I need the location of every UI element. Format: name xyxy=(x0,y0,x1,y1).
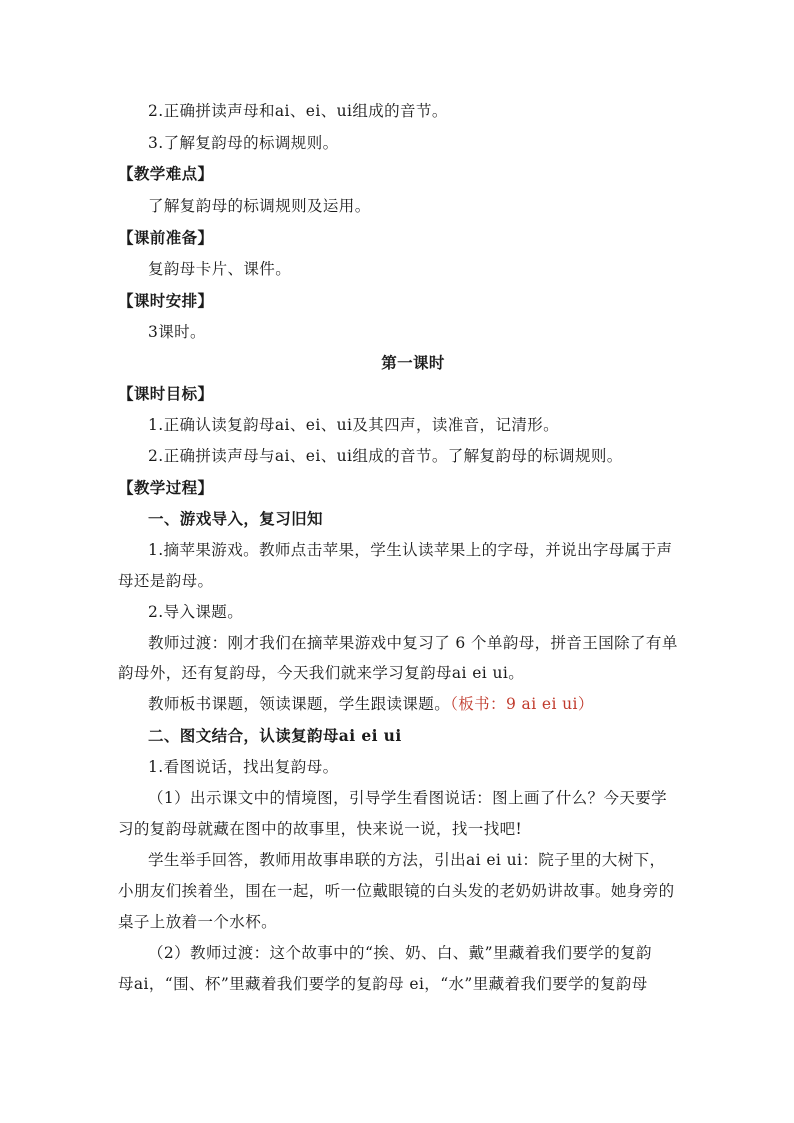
lesson-goal-2: 2.正确拼读声母与ai、ei、ui组成的音节。了解复韵母的标调规则。 xyxy=(148,447,623,465)
paragraph-line: 小朋友们挨着坐，围在一起，听一位戴眼镜的白头发的老奶奶讲故事。她身旁的 xyxy=(118,882,675,900)
objective-3: 3.了解复韵母的标调规则。 xyxy=(148,134,339,152)
paragraph-line: 母ai，“围、杯”里藏着我们要学的复韵母 ei，“水”里藏着我们要学的复韵母 xyxy=(118,975,648,993)
blackboard-note: （板书：9 ai ei ui） xyxy=(450,695,594,713)
teaching-difficulty-text: 了解复韵母的标调规则及运用。 xyxy=(148,197,371,215)
paragraph-line xyxy=(148,694,594,714)
paragraph-line: 桌子上放着一个水杯。 xyxy=(118,913,278,931)
paragraph-line: 教师过渡：刚才我们在摘苹果游戏中复习了 6 个单韵母，拼音王国除了有单 xyxy=(148,634,678,652)
paragraph-line: 学生举手回答，教师用故事串联的方法，引出ai ei ui：院子里的大树下， xyxy=(148,851,666,869)
paragraph-line: （1）出示课文中的情境图，引导学生看图说话：图上画了什么？今天要学 xyxy=(148,789,668,807)
subheading-game-intro: 一、游戏导入，复习旧知 xyxy=(148,509,323,528)
heading-teaching-process: 【教学过程】 xyxy=(118,478,214,497)
preparation-text: 复韵母卡片、课件。 xyxy=(148,260,292,278)
paragraph-line: 1.看图说话，找出复韵母。 xyxy=(148,758,339,776)
subheading-picture-text: 二、图文结合，认读复韵母ai ei ui xyxy=(148,726,402,745)
paragraph-line: 2.导入课题。 xyxy=(148,603,244,621)
section-title-first-lesson: 第一课时 xyxy=(381,353,445,372)
heading-lesson-goals: 【课时目标】 xyxy=(118,384,214,403)
heading-schedule: 【课时安排】 xyxy=(118,291,214,310)
schedule-text: 3课时。 xyxy=(148,323,206,341)
paragraph-line: （2）教师过渡：这个故事中的“挨、奶、白、戴”里藏着我们要学的复韵 xyxy=(148,944,652,962)
paragraph-line: 1.摘苹果游戏。教师点击苹果，学生认读苹果上的字母，并说出字母属于声 xyxy=(148,541,673,559)
lesson-goal-1: 1.正确认读复韵母ai、ei、ui及其四声，读准音，记清形。 xyxy=(148,416,560,434)
heading-preparation: 【课前准备】 xyxy=(118,228,214,247)
heading-teaching-difficulty: 【教学难点】 xyxy=(118,164,214,183)
paragraph-line: 母还是韵母。 xyxy=(118,572,214,590)
blackboard-instruction: 教师板书课题，领读课题，学生跟读课题。 xyxy=(148,695,451,713)
paragraph-line: 韵母外，还有复韵母，今天我们就来学习复韵母ai ei ui。 xyxy=(118,664,525,682)
objective-2: 2.正确拼读声母和ai、ei、ui组成的音节。 xyxy=(148,102,448,120)
paragraph-line: 习的复韵母就藏在图中的故事里，快来说一说，找一找吧! xyxy=(118,820,523,838)
